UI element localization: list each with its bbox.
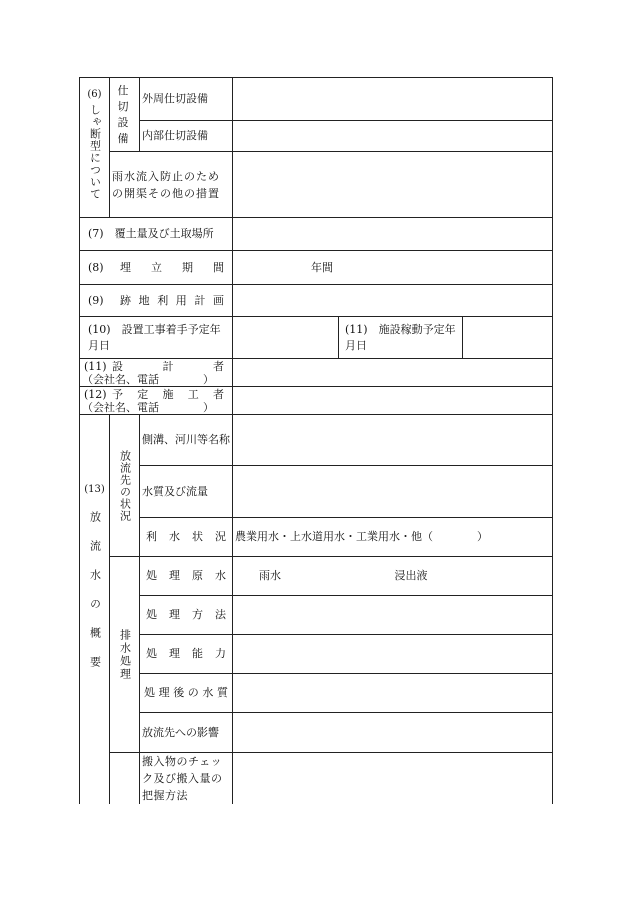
row11-schedule-field[interactable] xyxy=(463,317,553,359)
delivery-check-field[interactable] xyxy=(233,753,553,805)
outer-partition-field[interactable] xyxy=(233,78,553,121)
discharge-impact-field[interactable] xyxy=(233,713,553,753)
row8-label-cell xyxy=(80,251,233,285)
row7-label: (7) 覆土量及び土取場所 xyxy=(80,218,233,251)
row8-number: (8) xyxy=(88,260,104,274)
row11-field[interactable] xyxy=(233,359,553,387)
row10-label: (10) 設置工事着手予定年月日 xyxy=(80,317,233,359)
quality-flow-field[interactable] xyxy=(233,466,553,518)
row7-field[interactable] xyxy=(233,218,553,251)
quality-flow-label: 水質及び流量 xyxy=(140,466,233,518)
row10-field[interactable] xyxy=(233,317,339,359)
raw-water-label: 処理原水 xyxy=(140,557,233,596)
inner-partition-field[interactable] xyxy=(233,121,553,152)
row12-label-cell xyxy=(80,387,233,415)
discharge-impact-label: 放流先への影響 xyxy=(140,713,233,753)
raw-water-field[interactable] xyxy=(233,557,553,596)
post-treatment-quality-label: 処理後の水質 xyxy=(140,674,233,713)
destination-group-label: 放流先の状況 xyxy=(110,415,140,557)
row8-value: 年間 xyxy=(311,260,333,274)
water-use-field[interactable]: 農業用水・上水道用水・工業用水・他（ ） xyxy=(233,518,553,557)
row11-label-cell xyxy=(80,359,233,387)
inner-partition-label: 内部仕切設備 xyxy=(140,121,233,152)
row9-number: (9) xyxy=(88,293,104,307)
section6-header xyxy=(80,78,110,218)
section13-header xyxy=(80,415,110,753)
row11-sub: （会社名、電話 ） xyxy=(82,372,214,386)
raw-water-rain: 雨水 xyxy=(259,569,281,582)
row12-field[interactable] xyxy=(233,387,553,415)
partition-group-label: 仕切設備 xyxy=(110,78,140,152)
outer-partition-label: 外周仕切設備 xyxy=(140,78,233,121)
row12-label: 予定施工者 xyxy=(112,387,224,401)
section13-number: (13) xyxy=(84,483,105,495)
section13-title: 放流水の概要 xyxy=(88,510,102,685)
rain-measures-field[interactable] xyxy=(233,152,553,218)
row11-number: (11) xyxy=(84,359,107,373)
treatment-capacity-label: 処理能力 xyxy=(140,635,233,674)
last-row-spacer xyxy=(110,753,140,805)
row11-label: 設計者 xyxy=(112,359,224,373)
treatment-method-label: 処理方法 xyxy=(140,596,233,635)
section6-number: (6) xyxy=(87,89,102,100)
water-use-label: 利水状況 xyxy=(140,518,233,557)
post-treatment-quality-field[interactable] xyxy=(233,674,553,713)
row8-field[interactable] xyxy=(233,251,553,285)
delivery-check-label: 搬入物のチェック及び搬入量の把握方法 xyxy=(140,753,233,805)
raw-water-leachate: 浸出液 xyxy=(394,569,428,582)
treatment-capacity-field[interactable] xyxy=(233,635,553,674)
row12-sub: （会社名、電話 ） xyxy=(82,400,214,414)
row12-number: (12) xyxy=(84,387,107,401)
row9-label: 跡地利用計画 xyxy=(120,293,224,307)
row9-field[interactable] xyxy=(233,285,553,317)
row9-label-cell xyxy=(80,285,233,317)
rain-measures-label: 雨水流入防止のための開渠その他の措置 xyxy=(110,152,233,218)
dest-name-label: 側溝、河川等名称 xyxy=(140,415,233,466)
application-form-table xyxy=(79,77,553,804)
section6-title: しゃ断型について xyxy=(88,104,102,200)
row11-schedule-label: (11) 施設稼動予定年月日 xyxy=(339,317,463,359)
treatment-method-field[interactable] xyxy=(233,596,553,635)
dest-name-field[interactable] xyxy=(233,415,553,466)
row8-label: 埋立期間 xyxy=(120,260,224,274)
last-row-blank xyxy=(80,753,110,805)
treatment-group-label: 排水処理 xyxy=(110,557,140,753)
